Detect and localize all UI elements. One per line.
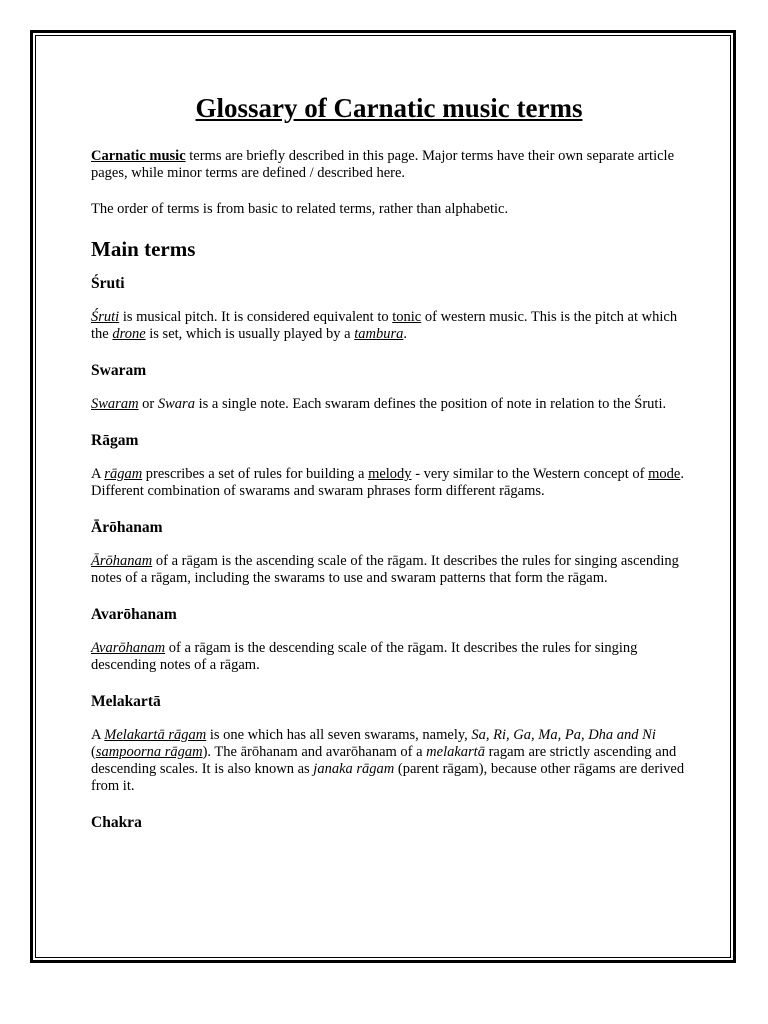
avarohanam-heading: Avarōhanam bbox=[91, 606, 177, 623]
drone-link[interactable]: drone bbox=[112, 326, 146, 342]
melakarta-ragam-link[interactable]: Melakartā rāgam bbox=[104, 727, 207, 743]
chakra-heading: Chakra bbox=[91, 814, 142, 831]
tonic-link[interactable]: tonic bbox=[392, 309, 422, 325]
sruti-paragraph: Śruti is musical pitch. It is considered equivalent to tonic of western music. This is the pitch at which the drone is set, which is usually played by a tambura. bbox=[91, 309, 678, 342]
intro-paragraph: Carnatic music terms are briefly described in this page. Major terms have their own separate article pages, while minor terms are defined / described here. bbox=[91, 148, 675, 181]
sampoorna-ragam-link[interactable]: sampoorna rāgam bbox=[95, 744, 203, 760]
carnatic-music-link[interactable]: Carnatic music bbox=[91, 148, 186, 164]
ragam-paragraph: A rāgam prescribes a set of rules for building a melody - very similar to the Western concept of mode. Different combination of swarams and swaram phrases form different rāgams. bbox=[91, 466, 684, 499]
swaram-heading: Swaram bbox=[91, 362, 147, 379]
avarohanam-link[interactable]: Avarōhanam bbox=[91, 640, 166, 656]
mode-link[interactable]: mode bbox=[648, 466, 681, 482]
sruti-link[interactable]: Śruti bbox=[91, 309, 120, 325]
page-title: Glossary of Carnatic music terms bbox=[195, 93, 583, 123]
swaram-link[interactable]: Swaram bbox=[91, 396, 139, 412]
melakarta-heading: Melakartā bbox=[91, 693, 161, 710]
ragam-link[interactable]: rāgam bbox=[104, 466, 143, 482]
order-note: The order of terms is from basic to related terms, rather than alphabetic. bbox=[91, 201, 509, 217]
melakarta-paragraph: A Melakartā rāgam is one which has all seven swarams, namely, Sa, Ri, Ga, Ma, Pa, Dha and Ni (sampoorna rāgam). The ārōhanam and avarōhanam of a melakartā ragam are strictly ascending and descending scales. It is also known as janaka rāgam (parent rāgam), because other rāgams are derived from it. bbox=[91, 727, 685, 794]
avarohanam-paragraph: Avarōhanam of a rāgam is the descending scale of the rāgam. It describes the rules for singing descending notes of a rāgam. bbox=[91, 640, 638, 673]
melody-link[interactable]: melody bbox=[368, 466, 412, 482]
ragam-heading: Rāgam bbox=[91, 432, 139, 449]
arohanam-paragraph: Ārōhanam of a rāgam is the ascending scale of the rāgam. It describes the rules for singing ascending notes of a rāgam, including the swarams to use and swaram patterns that form the rāgam. bbox=[91, 553, 679, 586]
sruti-heading: Śruti bbox=[91, 275, 125, 292]
arohanam-heading: Ārōhanam bbox=[91, 519, 163, 536]
arohanam-link[interactable]: Ārōhanam bbox=[91, 553, 153, 569]
document-body bbox=[91, 92, 687, 848]
main-terms-heading: Main terms bbox=[91, 237, 196, 261]
tambura-link[interactable]: tambura bbox=[354, 326, 404, 342]
swaram-paragraph: Swaram or Swara is a single note. Each swaram defines the position of note in relation to the Śruti. bbox=[91, 396, 667, 412]
